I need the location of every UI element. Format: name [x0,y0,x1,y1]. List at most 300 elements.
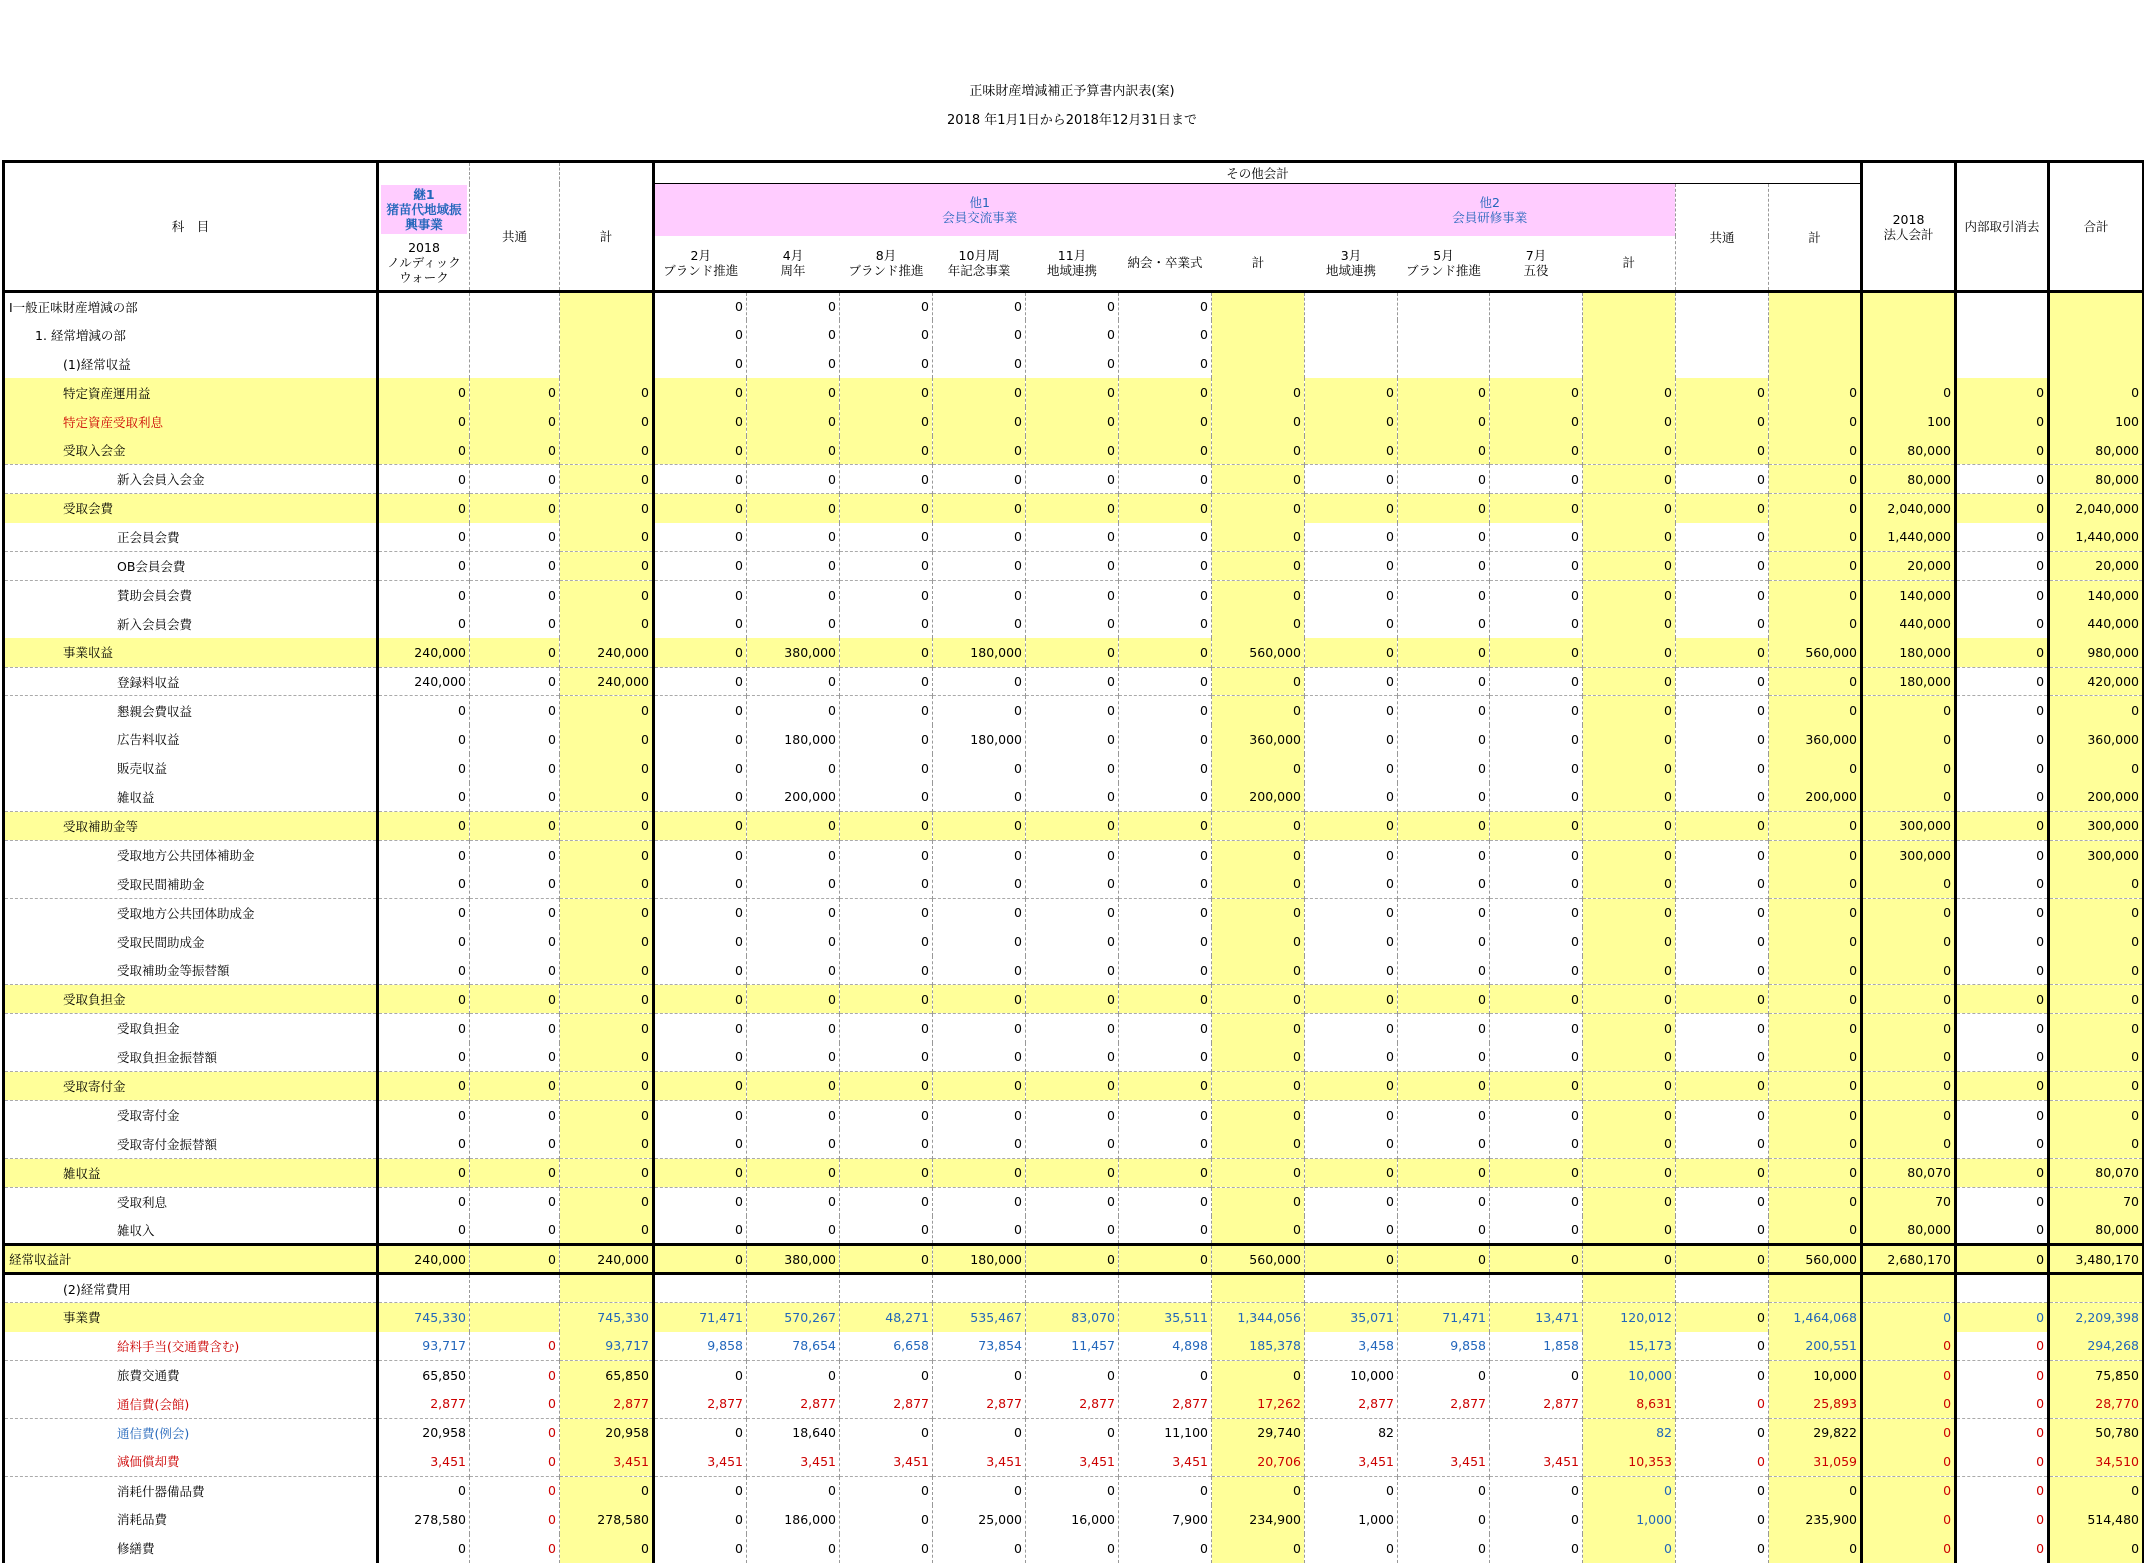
cell-value: 0 [1676,494,1769,523]
cell-value: 0 [1676,580,1769,609]
cell-value: 140,000 [1862,580,1956,609]
cell-value: 0 [1398,985,1490,1014]
cell-value: 0 [1490,667,1583,696]
cell-value: 0 [654,465,747,494]
cell-value: 0 [378,840,470,869]
cell-value [378,292,470,321]
cell-value: 0 [747,1043,840,1072]
cell-value: 0 [747,1476,840,1505]
cell-value: 0 [1583,580,1676,609]
cell-value: 0 [470,494,560,523]
cell-value: 0 [840,320,933,349]
table-row [4,1418,2144,1447]
cell-value: 0 [1212,985,1305,1014]
cell-value: 0 [1119,667,1212,696]
cell-value: 93,717 [560,1332,654,1361]
cell-value: 0 [1862,378,1956,407]
cell-value: 0 [470,407,560,436]
cell-value: 3,451 [1398,1447,1490,1476]
cell-value: 82 [1305,1418,1398,1447]
table-row [4,1014,2144,1043]
cell-value: 0 [1769,898,1862,927]
cell-value: 0 [1305,725,1398,754]
cell-value [1769,1274,1862,1303]
cell-value: 0 [1956,1303,2049,1332]
cell-value: 0 [1862,1447,1956,1476]
cell-value: 0 [560,898,654,927]
cell-value: 0 [747,1158,840,1187]
o1-col-5: 11月 地域連携 [1026,236,1119,292]
cell-value: 0 [470,898,560,927]
cell-value: 0 [747,349,840,378]
cell-value: 514,480 [2049,1505,2144,1534]
cell-value: 0 [1026,754,1119,783]
cell-value: 0 [1490,1187,1583,1216]
cell-value: 278,580 [378,1505,470,1534]
cell-value: 0 [1026,465,1119,494]
cell-value: 0 [1026,927,1119,956]
cell-value: 0 [1305,1072,1398,1101]
cell-value: 0 [654,898,747,927]
cell-value: 0 [470,1245,560,1274]
cell-value: 0 [1490,927,1583,956]
cell-value: 0 [1490,494,1583,523]
cell-value: 0 [1212,407,1305,436]
cell-value: 0 [1119,407,1212,436]
cell-value: 0 [1956,956,2049,985]
cell-value: 16,000 [1026,1505,1119,1534]
cell-value: 0 [1956,1476,2049,1505]
other-common-header: 共通 [1676,184,1769,292]
cell-value: 0 [470,1100,560,1129]
cell-value: 200,551 [1769,1332,1862,1361]
cell-value: 3,451 [1305,1447,1398,1476]
cell-value: 240,000 [378,1245,470,1274]
cell-value: 0 [378,552,470,581]
cell-value: 20,000 [1862,552,1956,581]
cell-value: 0 [1490,956,1583,985]
cell-value: 0 [1676,1245,1769,1274]
cell-value: 0 [378,465,470,494]
cell-value: 360,000 [2049,725,2144,754]
cell-value: 0 [747,812,840,841]
cell-value: 0 [2049,927,2144,956]
cell-value: 0 [933,840,1026,869]
row-label: 受取負担金振替額 [4,1043,378,1072]
cell-value: 0 [1676,1158,1769,1187]
cell-value [1769,320,1862,349]
cell-value: 0 [1583,725,1676,754]
cell-value: 0 [1676,696,1769,725]
cell-value: 1,440,000 [2049,523,2144,552]
cell-value: 0 [1769,465,1862,494]
cell-value: 0 [560,407,654,436]
cell-value: 0 [933,1534,1026,1563]
cell-value: 50,780 [2049,1418,2144,1447]
cell-value: 0 [470,1360,560,1389]
cell-value: 0 [1305,552,1398,581]
cell-value: 0 [378,1014,470,1043]
cell-value: 0 [1398,956,1490,985]
cell-value: 560,000 [1212,1245,1305,1274]
cell-value [1862,349,1956,378]
cell-value: 0 [1769,1476,1862,1505]
cell-value: 0 [933,956,1026,985]
table-row [4,1332,2144,1361]
cell-value: 0 [1212,1360,1305,1389]
cell-value: 0 [840,378,933,407]
cell-value: 0 [378,1100,470,1129]
cell-value [1490,320,1583,349]
cell-value: 0 [1676,754,1769,783]
cell-value: 3,451 [747,1447,840,1476]
cell-value: 0 [2049,378,2144,407]
cell-value: 0 [1119,1100,1212,1129]
cell-value [378,320,470,349]
row-label: 受取補助金等 [4,812,378,841]
cell-value: 0 [840,1043,933,1072]
o1-col-1: 2月 ブランド推進 [654,236,747,292]
cell-value: 0 [1583,494,1676,523]
cell-value: 0 [840,1505,933,1534]
cell-value: 0 [1305,754,1398,783]
cell-value: 3,451 [560,1447,654,1476]
cell-value: 0 [1490,1360,1583,1389]
cell-value: 0 [1583,1100,1676,1129]
cell-value: 65,850 [378,1360,470,1389]
cell-value [470,320,560,349]
cell-value: 0 [378,812,470,841]
cell-value: 0 [560,1158,654,1187]
cell-value: 0 [1398,898,1490,927]
cell-value: 0 [1398,840,1490,869]
cell-value: 0 [2049,956,2144,985]
cell-value: 0 [840,407,933,436]
cell-value: 0 [840,1418,933,1447]
cell-value: 0 [1862,1303,1956,1332]
cell-value: 0 [1490,1014,1583,1043]
cell-value [1956,349,2049,378]
cell-value [1212,320,1305,349]
cell-value: 360,000 [1212,725,1305,754]
cell-value: 0 [933,1418,1026,1447]
cell-value: 0 [378,523,470,552]
cell-value: 185,378 [1212,1332,1305,1361]
table-row [4,465,2144,494]
cell-value: 0 [1583,927,1676,956]
cell-value: 0 [1490,552,1583,581]
cell-value [1212,349,1305,378]
cell-value: 0 [1398,1100,1490,1129]
cell-value: 0 [747,956,840,985]
cell-value: 0 [1769,696,1862,725]
cell-value: 0 [1676,1129,1769,1158]
table-row [4,754,2144,783]
cell-value: 0 [378,609,470,638]
cell-value: 0 [654,1418,747,1447]
cell-value: 0 [747,523,840,552]
cell-value [1956,1274,2049,1303]
cell-value: 0 [560,1534,654,1563]
cell-value: 0 [1583,436,1676,465]
cell-value [1583,320,1676,349]
cell-value: 0 [1769,407,1862,436]
cell-value: 0 [1305,523,1398,552]
cell-value: 0 [2049,898,2144,927]
cell-value: 0 [840,1245,933,1274]
cell-value: 0 [933,985,1026,1014]
cell-value: 980,000 [2049,638,2144,667]
cell-value: 0 [840,580,933,609]
cell-value: 0 [378,956,470,985]
cell-value: 0 [1490,523,1583,552]
cell-value [1398,349,1490,378]
cell-value: 70 [2049,1187,2144,1216]
other-accounts-header: その他会計 [654,162,1862,184]
cell-value [1676,292,1769,321]
cell-value [470,292,560,321]
row-label: (2)経常費用 [4,1274,378,1303]
cell-value: 0 [654,696,747,725]
cell-value: 200,000 [747,783,840,812]
cell-value: 0 [1583,1216,1676,1245]
cell-value: 0 [1676,1389,1769,1418]
cell-value: 0 [933,1476,1026,1505]
o2-col-4: 計 [1583,236,1676,292]
cell-value: 0 [1398,552,1490,581]
cell-value: 0 [747,696,840,725]
cell-value: 0 [1026,407,1119,436]
cell-value: 0 [1490,985,1583,1014]
cell-value: 75,850 [2049,1360,2144,1389]
cell-value: 0 [1862,1476,1956,1505]
cell-value: 0 [1398,407,1490,436]
cell-value: 0 [1769,523,1862,552]
cell-value: 0 [1583,407,1676,436]
cell-value: 2,040,000 [1862,494,1956,523]
cell-value: 0 [1583,1245,1676,1274]
cell-value: 0 [1862,1418,1956,1447]
cell-value: 0 [1583,1158,1676,1187]
cell-value: 0 [560,812,654,841]
cell-value: 0 [840,494,933,523]
cell-value: 0 [1119,552,1212,581]
cell-value: 0 [1119,956,1212,985]
cell-value: 0 [1956,898,2049,927]
cell-value: 0 [2049,1534,2144,1563]
cell-value: 0 [1119,1187,1212,1216]
cell-value [1676,320,1769,349]
cell-value: 0 [1956,1129,2049,1158]
cell-value [470,1274,560,1303]
cell-value: 0 [470,667,560,696]
cell-value: 0 [1119,1216,1212,1245]
cell-value: 2,877 [933,1389,1026,1418]
table-row [4,927,2144,956]
cell-value: 0 [1862,898,1956,927]
cell-value: 0 [1862,1534,1956,1563]
cell-value: 0 [840,638,933,667]
cell-value: 0 [560,609,654,638]
cell-value: 0 [1026,1476,1119,1505]
cell-value: 0 [1676,1014,1769,1043]
cell-value: 0 [1862,927,1956,956]
cell-value: 0 [1676,638,1769,667]
cell-value: 10,000 [1769,1360,1862,1389]
cell-value: 0 [840,1360,933,1389]
row-label: 受取入会金 [4,436,378,465]
cell-value: 0 [2049,1100,2144,1129]
cell-value: 0 [1676,985,1769,1014]
other2-header: 他2 会員研修事業 [1305,184,1676,236]
cell-value: 0 [747,378,840,407]
cell-value: 0 [1490,609,1583,638]
cell-value: 0 [1398,754,1490,783]
cell-value: 0 [378,696,470,725]
cell-value: 0 [1398,1245,1490,1274]
cell-value: 34,510 [2049,1447,2144,1476]
cell-value: 0 [560,1187,654,1216]
cell-value: 0 [933,292,1026,321]
cell-value [2049,320,2144,349]
table-row [4,1129,2144,1158]
cell-value: 0 [840,1158,933,1187]
cell-value: 0 [654,927,747,956]
cell-value: 0 [1398,638,1490,667]
cell-value [560,349,654,378]
cell-value: 0 [747,465,840,494]
cell-value: 25,893 [1769,1389,1862,1418]
cell-value: 0 [1676,1534,1769,1563]
cell-value: 0 [1956,1158,2049,1187]
cell-value: 0 [470,927,560,956]
cell-value: 0 [747,1187,840,1216]
cell-value: 0 [1676,436,1769,465]
cell-value: 0 [1769,1216,1862,1245]
cell-value: 0 [1119,1476,1212,1505]
cell-value: 2,877 [1490,1389,1583,1418]
cell-value: 0 [1212,1014,1305,1043]
cell-value: 0 [1026,523,1119,552]
cell-value: 0 [1583,812,1676,841]
cell-value: 25,000 [933,1505,1026,1534]
cell-value: 10,000 [1583,1360,1676,1389]
cell-value: 0 [378,580,470,609]
cell-value: 0 [560,1043,654,1072]
cell-value: 0 [1398,927,1490,956]
o1-col-7: 計 [1212,236,1305,292]
cell-value [378,349,470,378]
cell-value: 0 [470,1418,560,1447]
cell-value: 2,877 [1305,1389,1398,1418]
cell-value: 0 [1676,667,1769,696]
cell-value: 0 [1305,898,1398,927]
document-title: 正味財産増減補正予算書内訳表(案) [969,84,1175,99]
cell-value: 1,440,000 [1862,523,1956,552]
cell-value: 0 [1026,292,1119,321]
cell-value: 80,000 [2049,1216,2144,1245]
cell-value: 0 [1956,523,2049,552]
cell-value: 186,000 [747,1505,840,1534]
cell-value: 0 [1119,1129,1212,1158]
cell-value: 0 [470,840,560,869]
row-label: 受取寄付金振替額 [4,1129,378,1158]
cell-value: 0 [1026,783,1119,812]
cell-value: 20,000 [2049,552,2144,581]
cell-value: 180,000 [933,725,1026,754]
cell-value: 0 [560,1100,654,1129]
table-row [4,320,2144,349]
cell-value: 0 [560,378,654,407]
cell-value: 0 [378,1158,470,1187]
cell-value: 0 [747,667,840,696]
o1-col-2: 4月 周年 [747,236,840,292]
cell-value: 0 [1119,436,1212,465]
row-label: 雑収益 [4,783,378,812]
cell-value: 0 [1305,985,1398,1014]
table-row [4,1360,2144,1389]
cell-value: 100 [2049,407,2144,436]
cell-value: 0 [840,783,933,812]
cell-value: 0 [470,783,560,812]
cell-value: 0 [654,725,747,754]
cell-value: 240,000 [560,638,654,667]
cell-value: 0 [933,1158,1026,1187]
cell-value: 0 [1956,1100,2049,1129]
cell-value: 0 [470,1187,560,1216]
cell-value: 0 [1956,754,2049,783]
cell-value [1862,320,1956,349]
table-row [4,1158,2144,1187]
table-row [4,985,2144,1014]
cell-value: 0 [1769,1534,1862,1563]
cell-value: 0 [933,812,1026,841]
cell-value: 0 [1305,436,1398,465]
cell-value: 0 [1212,840,1305,869]
cell-value: 0 [1212,898,1305,927]
cell-value [1305,349,1398,378]
cell-value: 0 [1490,1505,1583,1534]
cell-value: 0 [1862,956,1956,985]
cell-value: 0 [470,1043,560,1072]
table-row [4,1187,2144,1216]
cell-value: 0 [1676,956,1769,985]
cell-value: 0 [1212,1129,1305,1158]
cell-value: 0 [1676,725,1769,754]
cell-value: 0 [1490,1245,1583,1274]
cell-value: 3,458 [1305,1332,1398,1361]
o1-col-3: 8月 ブランド推進 [840,236,933,292]
cell-value: 0 [470,956,560,985]
row-label: 受取利息 [4,1187,378,1216]
cell-value: 0 [747,1534,840,1563]
cell-value: 0 [1956,1418,2049,1447]
cell-value [1305,1274,1398,1303]
row-label: 消耗什器備品費 [4,1476,378,1505]
cell-value: 0 [1862,1043,1956,1072]
cell-value: 0 [840,1014,933,1043]
cell-value: 0 [1212,1072,1305,1101]
cell-value: 0 [1490,1072,1583,1101]
cell-value: 0 [1676,783,1769,812]
cell-value: 300,000 [1862,812,1956,841]
cell-value: 0 [470,754,560,783]
cell-value: 0 [560,696,654,725]
cell-value: 0 [1026,1158,1119,1187]
cell-value: 0 [1583,609,1676,638]
cell-value [1676,349,1769,378]
cell-value: 0 [1490,638,1583,667]
